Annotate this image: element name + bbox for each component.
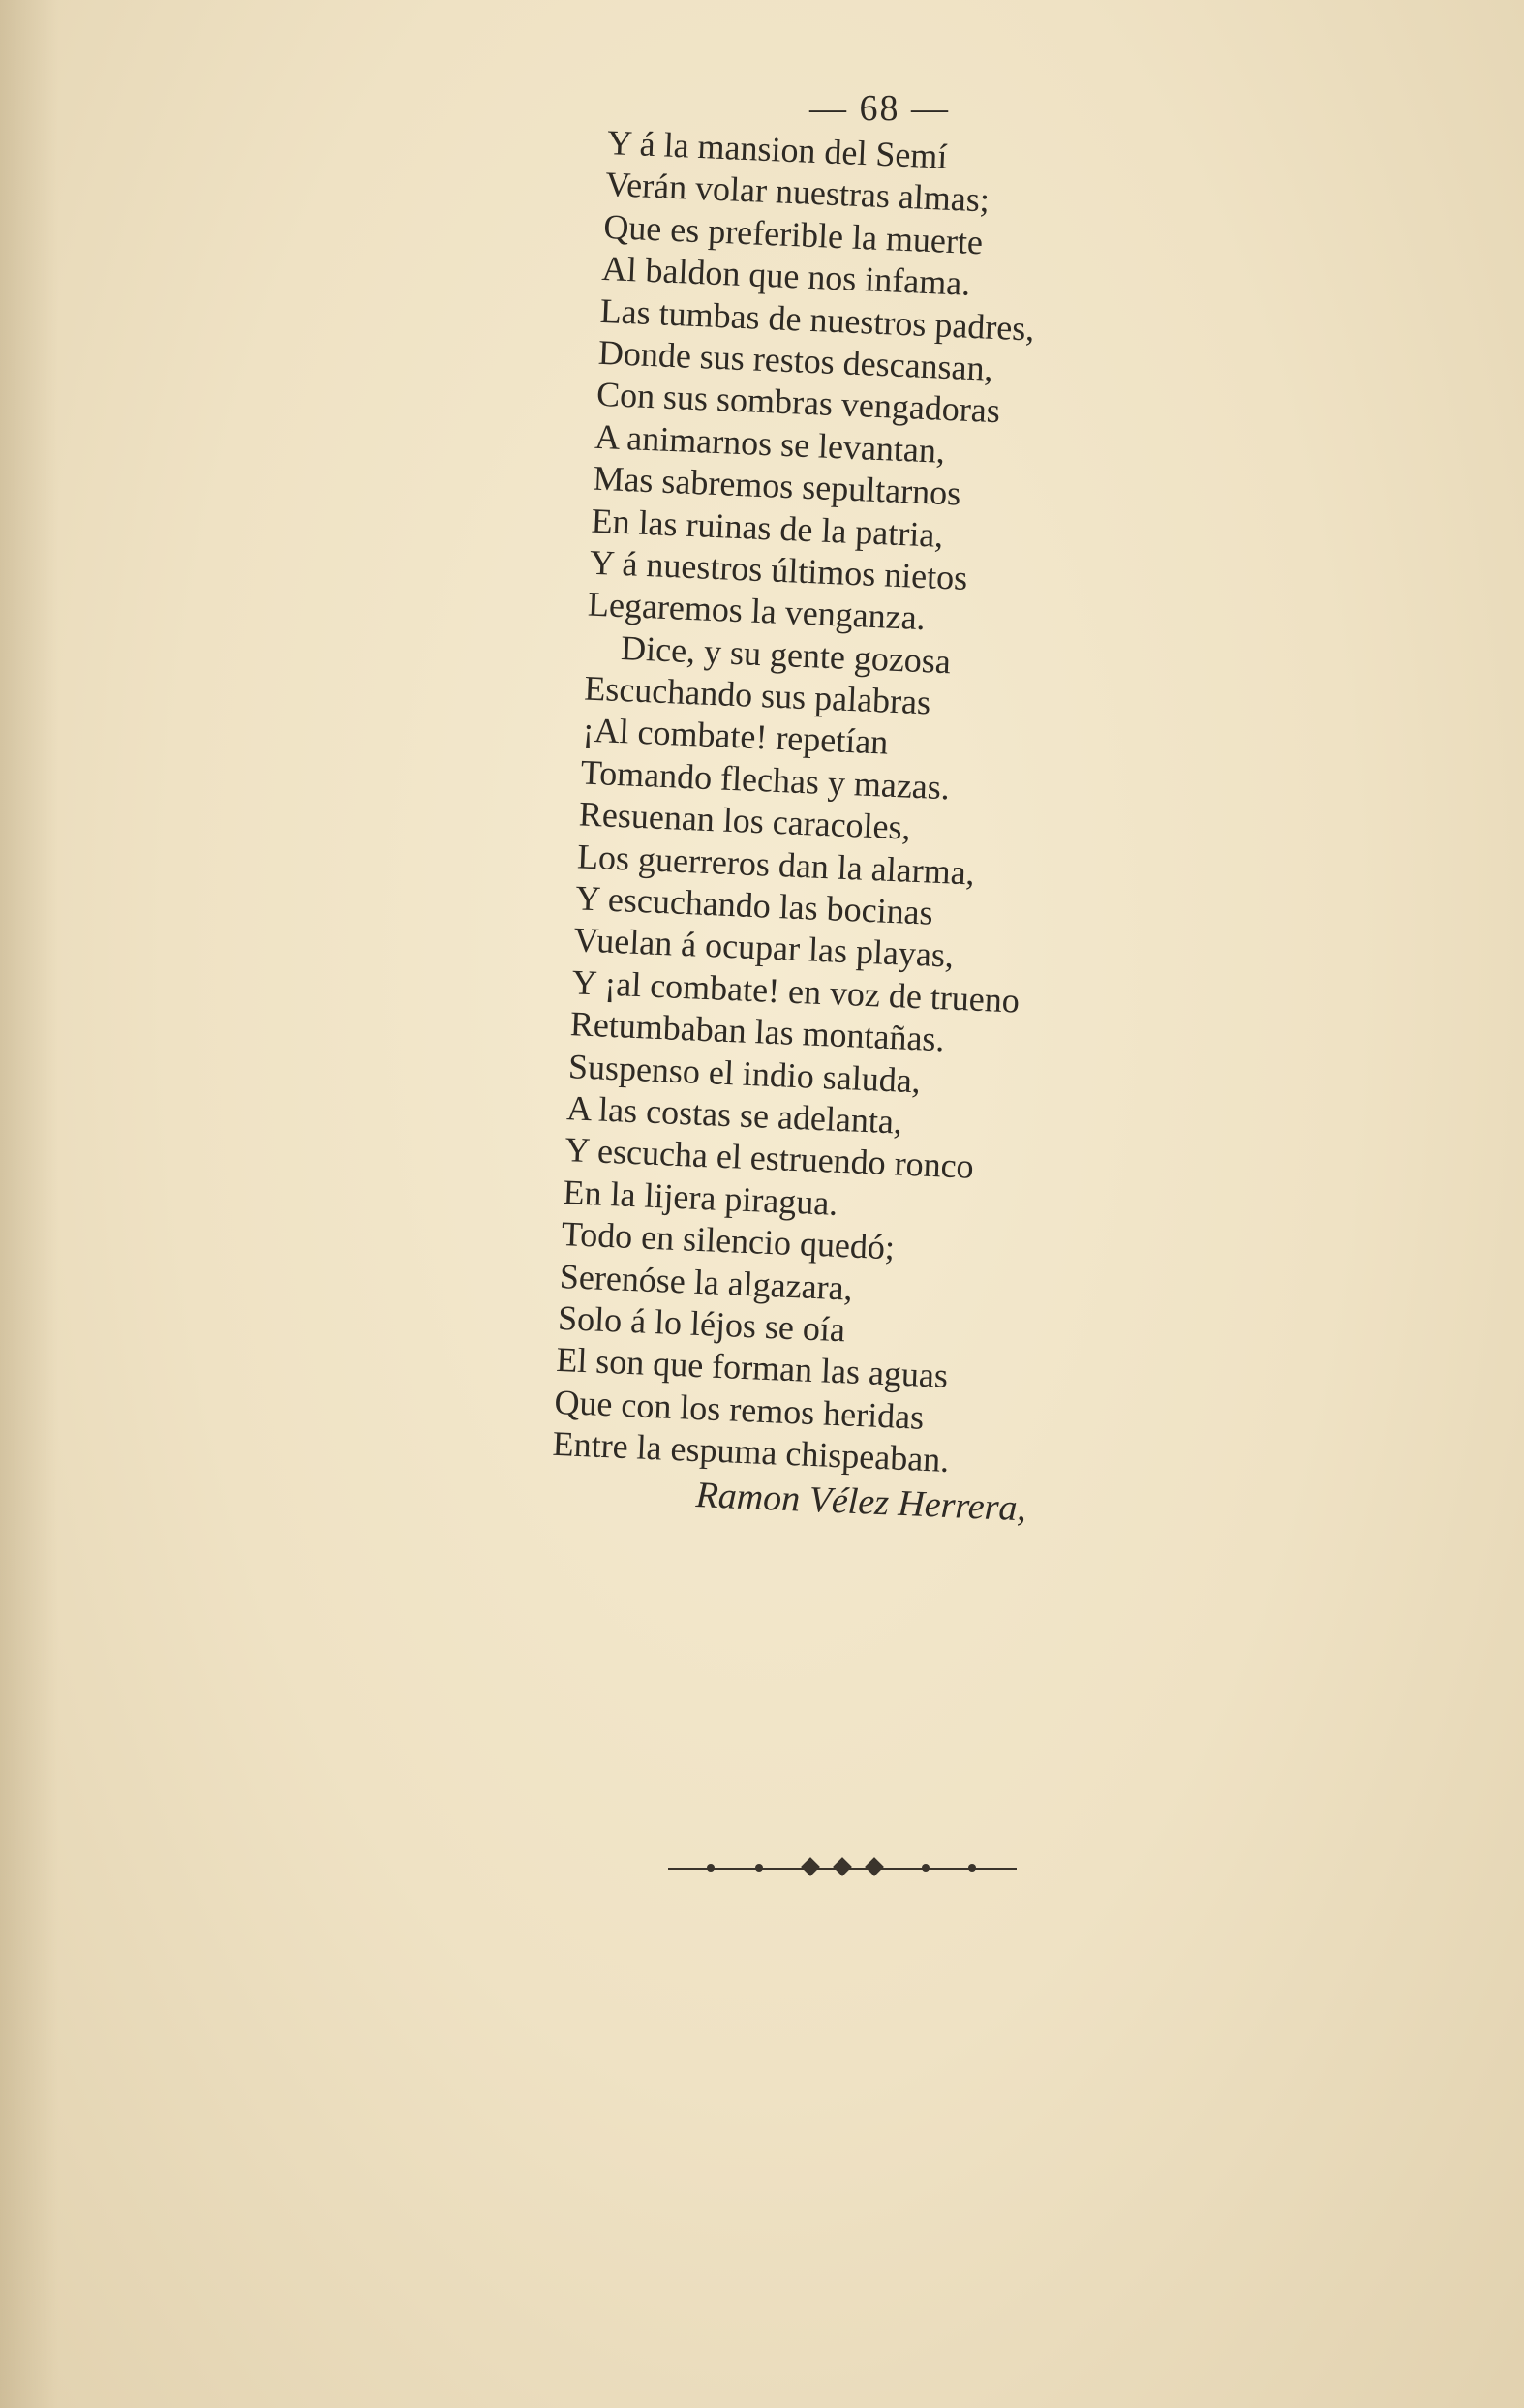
poem-line: Solo á lo léjos se oía — [557, 1297, 846, 1350]
poem-line: Donde sus restos descansan, — [597, 332, 994, 388]
poem-line: Todo en silencio quedó; — [561, 1214, 896, 1267]
poem-line: Suspenso el indio saluda, — [567, 1046, 922, 1100]
poem-line: A las costas se adelanta, — [565, 1088, 903, 1142]
poem-line: Que con los remos heridas — [553, 1382, 926, 1437]
ornament-dot-icon — [968, 1864, 976, 1872]
ornament-diamond-icon — [801, 1857, 820, 1876]
poem-line: Resuenan los caracoles, — [578, 794, 912, 847]
poem-line: Verán volar nuestras almas; — [604, 165, 991, 220]
ornament-diamond-icon — [865, 1857, 884, 1876]
page-number: — 68 — — [809, 88, 950, 129]
poem-line: Que es preferible la muerte — [602, 206, 984, 262]
poem-line: Y á la mansion del Semí — [606, 122, 949, 176]
page-edge-shadow — [0, 0, 58, 2408]
poem-line: Y á nuestros últimos nietos — [589, 542, 969, 597]
poem-line: Al baldon que nos infama. — [600, 249, 972, 303]
poem-line: Entre la espuma chispeaban. — [551, 1423, 951, 1480]
ornament-dot-icon — [755, 1864, 763, 1872]
poem-line: Los guerreros dan la alarma, — [576, 836, 976, 893]
poem-line: A animarnos se levantan, — [594, 416, 946, 471]
poem-line: Escuchando sus palabras — [583, 668, 931, 722]
poem-line: En las ruinas de la patria, — [590, 501, 945, 555]
poem-line: Retumbaban las montañas. — [569, 1004, 946, 1059]
ornament-dot-icon — [922, 1864, 930, 1872]
poem-line: ¡Al combate! repetían — [581, 710, 890, 763]
poem-line: Dice, y su gente gozosa — [620, 627, 952, 681]
poem-line: Y escuchando las bocinas — [574, 878, 934, 932]
poem-line: En la lijera piragua. — [562, 1172, 839, 1223]
poem-line: Tomando flechas y mazas. — [580, 752, 951, 808]
ornamental-divider — [668, 1854, 1017, 1883]
ornament-diamond-icon — [833, 1857, 852, 1876]
poem-line: Vuelan á ocupar las playas, — [572, 920, 955, 976]
author-signature: Ramon Vélez Herrera, — [694, 1474, 1027, 1529]
poem-line: Y escucha el estruendo ronco — [564, 1130, 975, 1187]
poem-line: Legaremos la venganza. — [587, 584, 927, 638]
poem-block — [550, 122, 1265, 1538]
poem-line: El son que forman las aguas — [555, 1340, 949, 1396]
ornament-dot-icon — [707, 1864, 715, 1872]
poem-line: Las tumbas de nuestros padres, — [599, 290, 1036, 349]
poem-line: Mas sabremos sepultarnos — [592, 458, 962, 513]
poem-line: Y ¡al combate! en voz de trueno — [570, 962, 1021, 1021]
poem-line: Serenóse la algazara, — [559, 1256, 854, 1308]
poem-line: Con sus sombras vengadoras — [595, 375, 1001, 431]
